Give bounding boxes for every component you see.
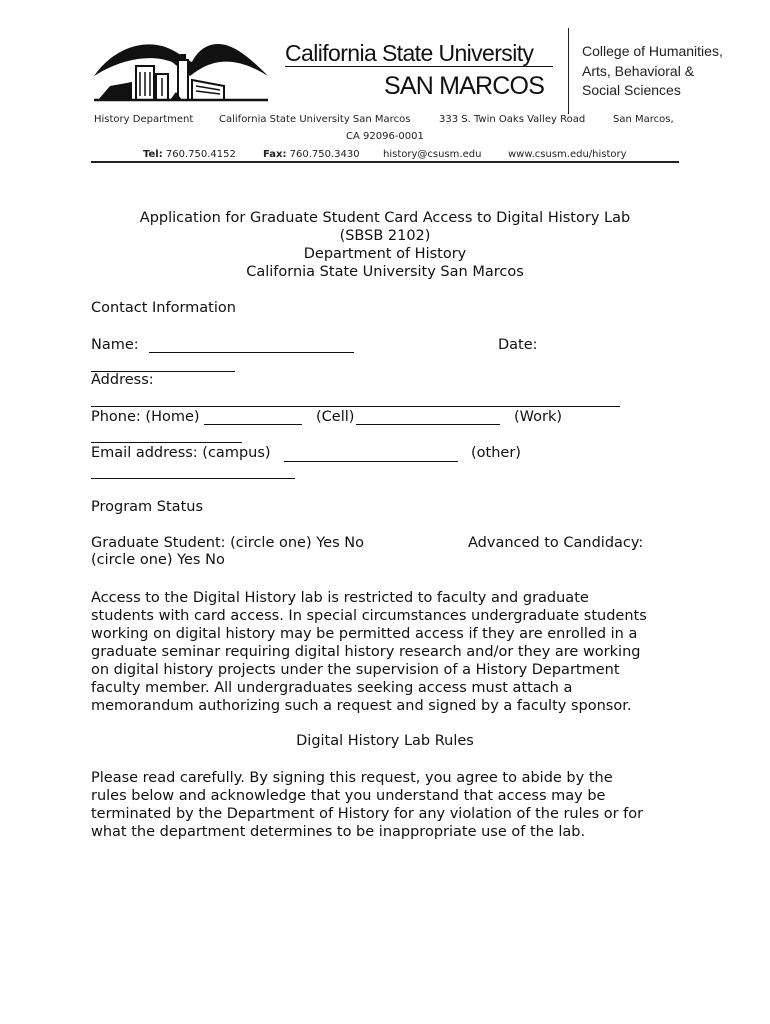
paragraph-line: faculty member. All undergraduates seeking access must attach a — [91, 680, 573, 696]
email-campus-field[interactable] — [284, 461, 458, 462]
phone-cell-field[interactable] — [356, 424, 500, 425]
college-line: Social Sciences — [582, 82, 681, 98]
paragraph-line: on digital history projects under the supervision of a History Department — [91, 662, 620, 678]
paragraph-line: students with card access. In special circumstances undergraduate students — [91, 608, 647, 624]
name-label: Name: — [91, 337, 139, 353]
department-name: History Department — [94, 114, 194, 125]
university-name: California State University — [285, 40, 534, 66]
zip-code: CA 92096-0001 — [346, 131, 424, 142]
university-name-rule — [285, 66, 553, 67]
paragraph-line: Access to the Digital History lab is restricted to faculty and graduate — [91, 590, 589, 606]
paragraph-line: working on digital history may be permitted access if they are enrolled in a — [91, 626, 638, 642]
header-rule — [91, 161, 679, 163]
paragraph-line: what the department determines to be inappropriate use of the lab. — [91, 824, 586, 840]
college-name — [582, 42, 723, 101]
date-label: Date: — [498, 337, 538, 353]
header-divider — [568, 28, 569, 114]
phone-home-label: Phone: (Home) — [91, 409, 200, 425]
university-title: California State University San Marcos — [246, 264, 524, 280]
phone-work-label: (Work) — [514, 409, 563, 425]
fax-label: Fax: — [263, 149, 287, 160]
email-other-label: (other) — [471, 445, 521, 461]
address-field[interactable] — [91, 406, 620, 407]
college-line: Arts, Behavioral & — [582, 62, 695, 79]
fax-number: 760.750.3430 — [289, 149, 360, 160]
email-other-field[interactable] — [91, 478, 295, 479]
paragraph-line: Please read carefully. By signing this request, you agree to abide by the — [91, 770, 613, 786]
rules-paragraph — [91, 769, 691, 841]
access-paragraph — [91, 589, 691, 715]
phone-cell-label: (Cell) — [316, 409, 355, 425]
telephone — [143, 149, 236, 160]
email-campus-label: Email address: (campus) — [91, 445, 271, 461]
university-logo — [92, 36, 272, 104]
college-line: College of Humanities, — [582, 43, 723, 59]
form-title: Application for Graduate Student Card Access to Digital History Lab — [139, 210, 631, 226]
room-number: (SBSB 2102) — [339, 228, 431, 244]
phone-home-field[interactable] — [204, 424, 302, 425]
campus-address: California State University San Marcos — [219, 114, 411, 125]
website-link[interactable]: www.csusm.edu/history — [508, 149, 627, 160]
candidacy-options[interactable]: (circle one) Yes No — [91, 552, 225, 568]
campus-name: SAN MARCOS — [384, 72, 545, 100]
phone-work-field[interactable] — [91, 442, 242, 443]
tel-number: 760.750.4152 — [165, 149, 236, 160]
fax — [263, 149, 360, 160]
paragraph-line: memorandum authorizing such a request and signed by a faculty sponsor. — [91, 698, 632, 714]
paragraph-line: terminated by the Department of History for any violation of the rules or for — [91, 806, 644, 822]
city: San Marcos, — [613, 114, 674, 125]
contact-heading: Contact Information — [91, 300, 236, 316]
name-field[interactable] — [149, 352, 354, 353]
street-address: 333 S. Twin Oaks Valley Road — [439, 114, 586, 125]
rules-heading: Digital History Lab Rules — [296, 733, 474, 749]
address-label: Address: — [91, 372, 154, 388]
department-title: Department of History — [303, 246, 467, 262]
email-link[interactable]: history@csusm.edu — [383, 149, 482, 160]
paragraph-line: graduate seminar requiring digital history research and/or they are working — [91, 644, 641, 660]
graduate-student-question[interactable]: Graduate Student: (circle one) Yes No — [91, 535, 364, 551]
candidacy-question: Advanced to Candidacy: — [468, 535, 644, 551]
tel-label: Tel: — [143, 149, 163, 160]
program-heading: Program Status — [91, 499, 203, 515]
paragraph-line: rules below and acknowledge that you understand that access may be — [91, 788, 606, 804]
